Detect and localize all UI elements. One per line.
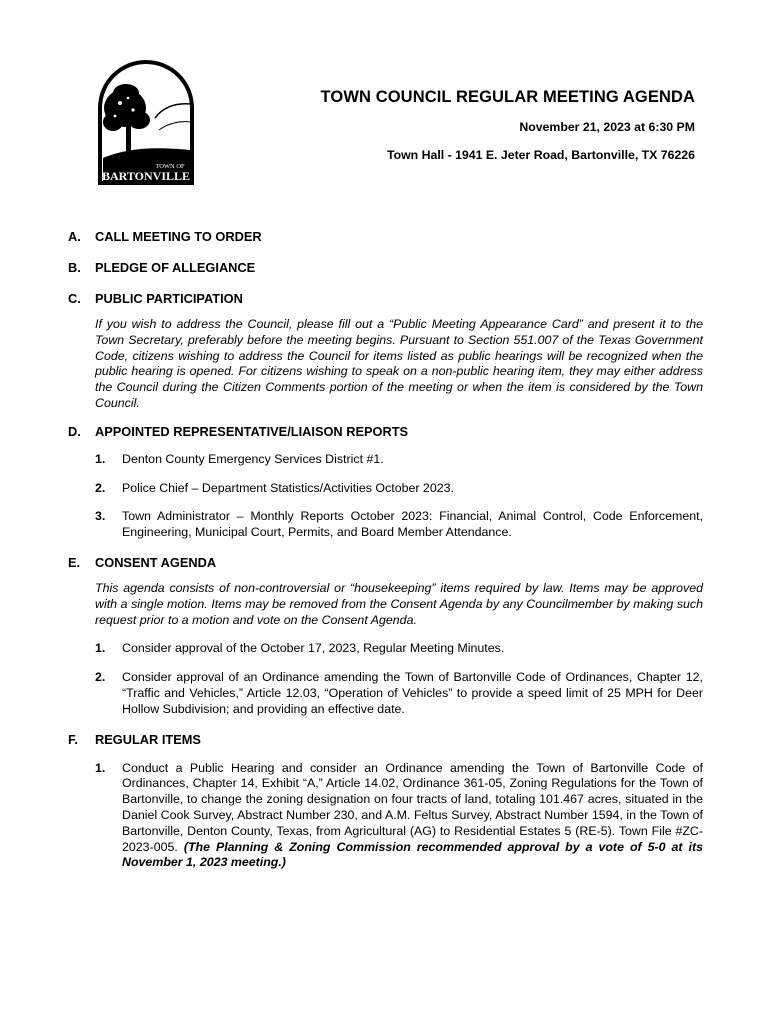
list-item	[95, 761, 703, 872]
meeting-location: Town Hall - 1941 E. Jeter Road, Bartonville, TX 76226	[387, 148, 695, 162]
agenda-header	[321, 88, 695, 162]
item-text	[122, 761, 703, 872]
section-title: CALL MEETING TO ORDER	[95, 229, 262, 244]
section-letter: B.	[68, 260, 81, 275]
section-letter: A.	[68, 229, 81, 244]
item-text: Town Administrator – Monthly Reports October 2023: Financial, Animal Control, Code Enforcement, Engineering, Municipal Court, Permits, and Board Member Attendance.	[122, 509, 703, 540]
item-text: Police Chief – Department Statistics/Activities October 2023.	[122, 480, 454, 495]
list-item	[95, 452, 703, 468]
section-letter: F.	[68, 731, 78, 747]
section-title: PUBLIC PARTICIPATION	[95, 291, 243, 306]
item-number: 1.	[95, 451, 106, 466]
item-text: Consider approval of the October 17, 2023, Regular Meeting Minutes.	[122, 641, 505, 656]
section-f	[68, 732, 703, 748]
list-item	[95, 641, 703, 657]
section-letter: E.	[68, 554, 81, 570]
agenda-title: TOWN COUNCIL REGULAR MEETING AGENDA	[320, 88, 695, 106]
logo-town-of: TOWN OF	[155, 163, 185, 170]
section-e	[68, 555, 703, 571]
section-letter: C.	[68, 291, 81, 306]
section-title: CONSENT AGENDA	[95, 554, 217, 570]
list-item	[95, 481, 703, 497]
item-number: 2.	[95, 480, 106, 495]
item-number: 3.	[95, 509, 106, 524]
list-item	[95, 670, 703, 717]
item-text: Denton County Emergency Services District #1.	[122, 451, 384, 466]
item-text: Consider approval of an Ordinance amending the Town of Bartonville Code of Ordinances, Chapter 12, “Traffic and Vehicles,” Article 12.03, “Operation of Vehicles” to provide a speed limit of 25 MPH for Deer Hollow Subdivision; and providing an effective date.	[122, 670, 703, 716]
section-title: PLEDGE OF ALLEGIANCE	[95, 260, 256, 275]
item-body: Conduct a Public Hearing and consider an Ordinance amending the Town of Bartonville Code of Ordinances, Chapter 14, Exhibit “A,” Article 14.02, Ordinance 361-05, Zoning Regulations for the Town of Bartonville, to change the zoning designation on four tracts of land, totaling 101.467 acres, situated in the Daniel Cook Survey, Abstract Number 230, and A.M. Feltus Survey, Abstract Number 1594, in the Town of Bartonville, Denton County, Texas, from Agricultural (AG) to Residential Estates 5 (RE-5). Town File #ZC-2023-005.	[122, 760, 703, 854]
section-title: REGULAR ITEMS	[95, 731, 201, 747]
logo-town-name: BARTONVILLE	[101, 169, 191, 183]
section-c	[68, 291, 703, 307]
public-participation-text: If you wish to address the Council, please fill out a “Public Meeting Appearance Card” and present it to the Town Secretary, preferably before the meeting begins. Pursuant to Section 551.007 of the Texas Government Code, citizens wishing to address the Council for items listed as public hearings will be recognized when the public hearing is opened. For citizens wishing to speak on a non-public hearing item, they may either address the Council during the Citizen Comments portion of the meeting or when the item is considered by the Town Council.	[95, 317, 703, 410]
section-title: APPOINTED REPRESENTATIVE/LIAISON REPORTS	[95, 423, 409, 439]
item-number: 1.	[95, 760, 106, 775]
section-d	[68, 424, 703, 440]
section-a	[68, 229, 703, 245]
list-item	[95, 509, 703, 541]
meeting-datetime: November 21, 2023 at 6:30 PM	[519, 120, 695, 134]
town-logo	[95, 58, 197, 188]
section-b	[68, 260, 703, 276]
section-letter: D.	[68, 423, 81, 439]
consent-agenda-text: This agenda consists of non-controversial or “housekeeping” items required by law. Items may be approved with a single motion. Items may be removed from the Consent Agenda by any Councilmember by making such request prior to a motion and vote on the Consent Agenda.	[95, 580, 703, 627]
item-number: 2.	[95, 670, 106, 685]
commission-recommendation: (The Planning & Zoning Commission recommended approval by a vote of 5-0 at its November 1, 2023 meeting.)	[122, 839, 703, 870]
agenda-body	[68, 229, 703, 871]
item-number: 1.	[95, 641, 106, 656]
